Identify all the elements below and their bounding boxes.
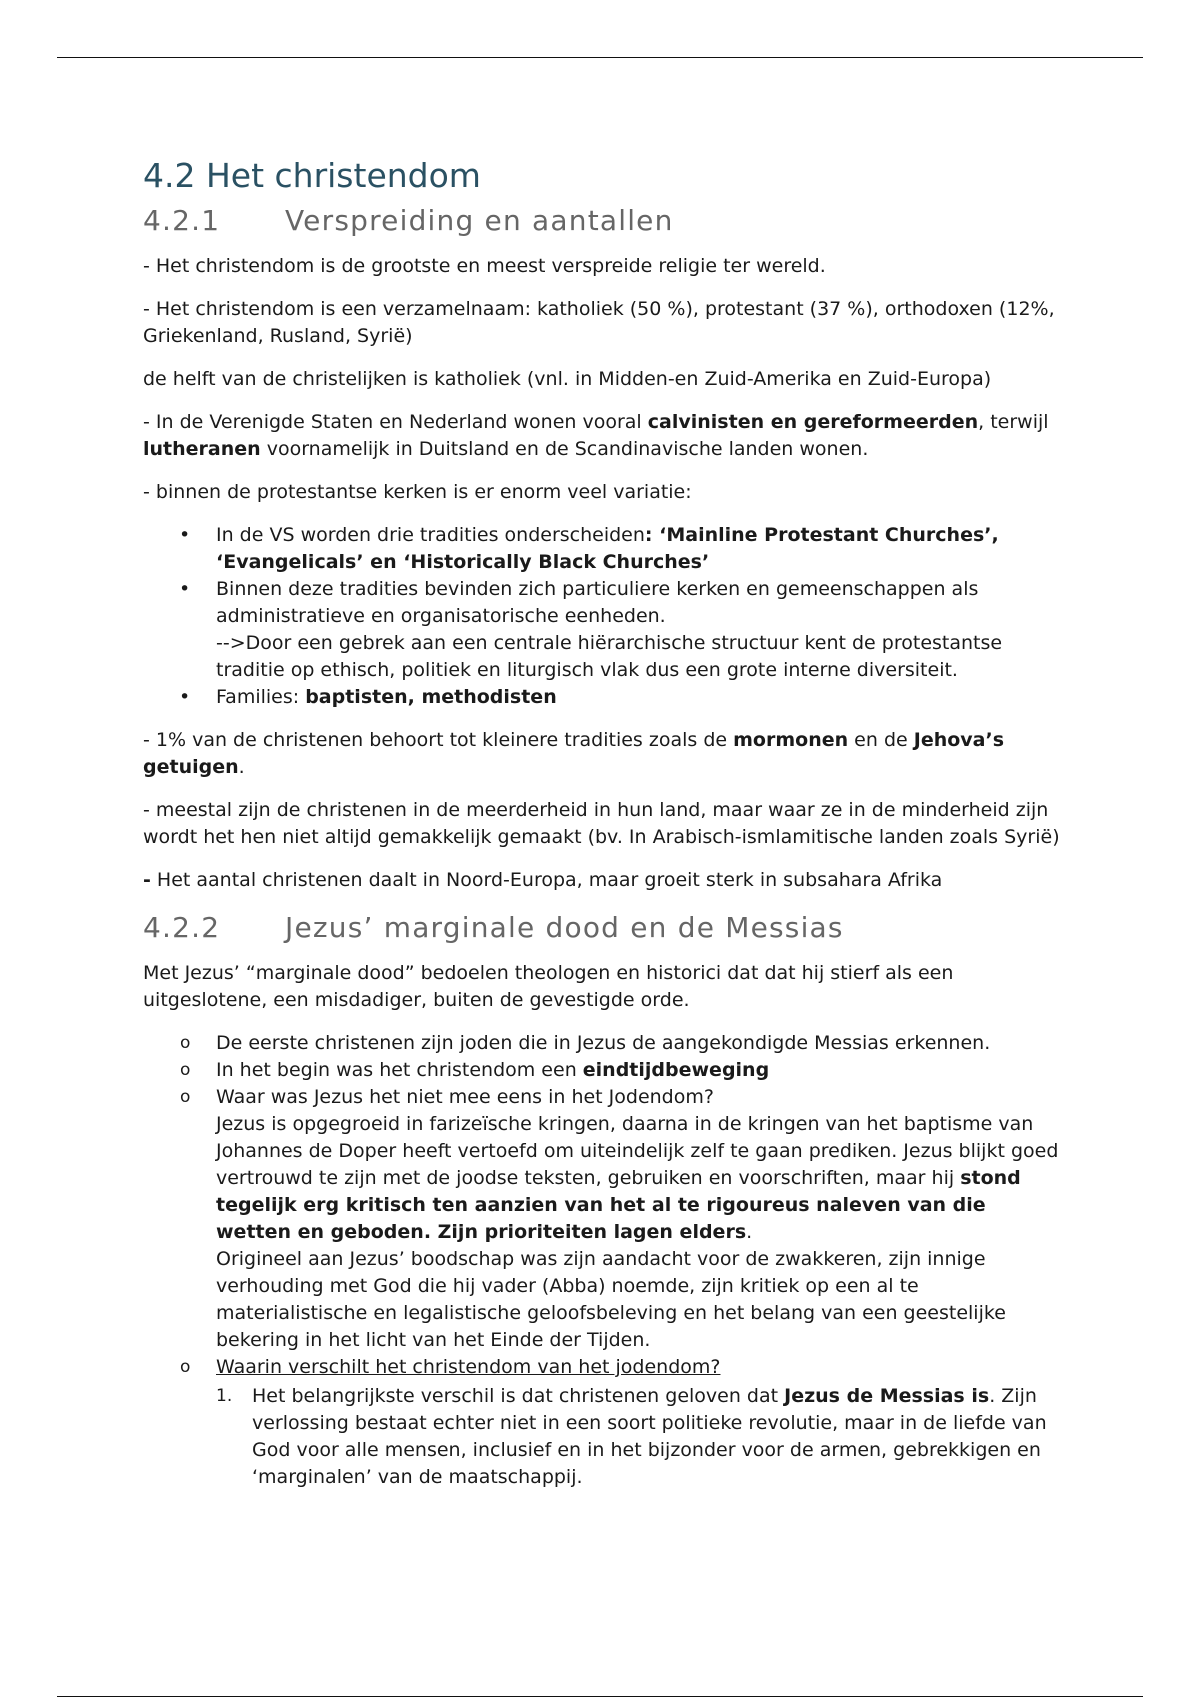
text: - In de Verenigde Staten en Nederland wonen vooral	[143, 411, 648, 433]
paragraph-decline	[143, 867, 1063, 894]
numbered-list	[143, 1383, 1063, 1491]
bullet-marker: •	[179, 524, 191, 546]
bold-text: Jehova’s getuigen	[143, 729, 1005, 778]
paragraph-variation: - binnen de protestantse kerken is er enorm veel variatie:	[143, 481, 692, 503]
circle-marker: o	[180, 1357, 191, 1377]
bold-text: lutheranen	[143, 438, 261, 460]
bold-text: Jezus de Messias is	[784, 1385, 990, 1407]
text: Families:	[216, 686, 306, 708]
list-item	[143, 1354, 1063, 1491]
question-text: Waar was Jezus het niet mee eens in het Jodendom?	[216, 1086, 714, 1108]
number-marker: 1.	[216, 1386, 233, 1406]
subsection-title: Jezus’ marginale dood en de Messias	[285, 911, 844, 944]
circle-marker: o	[180, 1060, 191, 1080]
bullet-marker: •	[179, 578, 191, 600]
bullet-list	[143, 522, 1063, 711]
text: Origineel aan Jezus’ boodschap was zijn aandacht voor de zwakkeren, zijn innige verhouding met God die hij vader (Abba) noemde, zijn kritiek op een al te materialistische en legalistische geloofsbeleving en het belang van een geestelijke bekering in het licht van het Einde der Tijden.	[216, 1248, 1006, 1351]
circle-marker: o	[180, 1087, 191, 1107]
subsection-number: 4.2.2	[143, 911, 221, 944]
text: en de	[848, 729, 914, 751]
underlined-question: Waarin verschilt het christendom van het jodendom?	[216, 1356, 721, 1378]
text: In het begin was het christendom een	[216, 1059, 583, 1081]
paragraph-calvinists	[143, 409, 1063, 463]
list-item	[143, 522, 1063, 576]
subsection-number: 4.2.1	[143, 204, 221, 237]
circle-marker: o	[180, 1033, 191, 1053]
bold-text: baptisten, methodisten	[305, 686, 557, 708]
text: Het belangrijkste verschil is dat christenen geloven dat	[252, 1385, 785, 1407]
bold-text: : ‘Mainline Protestant Churches’, ‘Evangelicals’ en ‘Historically Black Churches’	[216, 524, 999, 573]
text: -->Door een gebrek aan een centrale hiërarchische structuur kent de protestantse traditie op ethisch, politiek en liturgisch vlak dus een grote interne diversiteit.	[216, 632, 1003, 681]
subsection-heading-4-2-1	[143, 203, 1063, 239]
list-item	[143, 1057, 1063, 1084]
subsection-title: Verspreiding en aantallen	[285, 204, 674, 237]
list-item	[143, 684, 1063, 711]
text: .	[989, 1385, 996, 1407]
bold-text: stond tegelijk erg kritisch ten aanzien van het al te rigoureus naleven van die wetten en geboden. Zijn prioriteiten lagen elders	[216, 1167, 1021, 1243]
bullet-marker: •	[179, 686, 191, 708]
text: .	[746, 1221, 753, 1243]
text: In de VS worden drie tradities onderscheiden	[216, 524, 645, 546]
subsection-heading-4-2-2	[143, 910, 1063, 946]
paragraph-half-catholic: de helft van de christelijken is katholiek (vnl. in Midden-en Zuid-Amerika en Zuid-Europa)	[143, 368, 992, 390]
text: Het aantal christenen daalt in Noord-Europa, maar groeit sterk in subsahara Afrika	[150, 869, 943, 891]
text: De eerste christenen zijn joden die in Jezus de aangekondigde Messias erkennen.	[216, 1032, 991, 1054]
list-item	[143, 1383, 1063, 1491]
paragraph-largest-religion: - Het christendom is de grootste en meest verspreide religie ter wereld.	[143, 255, 826, 277]
paragraph-smaller-traditions	[143, 727, 1063, 781]
section-heading: 4.2 Het christendom	[143, 156, 481, 195]
paragraph-marginal-death: Met Jezus’ “marginale dood” bedoelen theologen en historici dat dat hij stierf als een uitgeslotene, een misdadiger, buiten de gevestigde orde.	[143, 962, 954, 1011]
bold-text: -	[143, 869, 151, 891]
bold-text: eindtijdbeweging	[582, 1059, 770, 1081]
text: Binnen deze tradities bevinden zich particuliere kerken en gemeenschappen als administratieve en organisatorische eenheden.	[216, 578, 979, 627]
top-rule	[57, 57, 1143, 58]
bottom-rule	[57, 1696, 1143, 1697]
text: , terwijl	[978, 411, 1049, 433]
paragraph-collective-name: - Het christendom is een verzamelnaam: katholiek (50 %), protestant (37 %), orthodoxen (12%, Griekenland, Rusland, Syrië)	[143, 298, 1055, 347]
page-content	[143, 155, 1063, 1507]
text: .	[238, 756, 245, 778]
text: Zijn verlossing bestaat echter niet in een soort politieke revolutie, maar in de liefde van God voor alle mensen, inclusief en in het bijzonder voor de armen, gebrekkigen en ‘marginalen’ van de maatschappij.	[252, 1385, 1047, 1488]
list-item	[143, 1084, 1063, 1354]
text: - 1% van de christenen behoort tot kleinere tradities zoals de	[143, 729, 734, 751]
list-item	[143, 1030, 1063, 1057]
text: voornamelijk in Duitsland en de Scandinavische landen wonen.	[260, 438, 869, 460]
paragraph-majority: - meestal zijn de christenen in de meerderheid in hun land, maar waar ze in de minderheid zijn wordt het hen niet altijd gemakkelijk gemaakt (bv. In Arabisch-ismlamitische landen zoals Syrië)	[143, 799, 1060, 848]
circle-list	[143, 1030, 1063, 1491]
list-item	[143, 576, 1063, 684]
bold-text: mormonen	[733, 729, 849, 751]
bold-text: calvinisten en gereformeerden	[647, 411, 979, 433]
text: Jezus is opgegroeid in farizeïsche kringen, daarna in de kringen van het baptisme van Johannes de Doper heeft vertoefd om uiteindelijk zelf te gaan prediken. Jezus blijkt goed vertrouwd te zijn met de joodse teksten, gebruiken en voorschriften, maar hij	[216, 1113, 1059, 1189]
